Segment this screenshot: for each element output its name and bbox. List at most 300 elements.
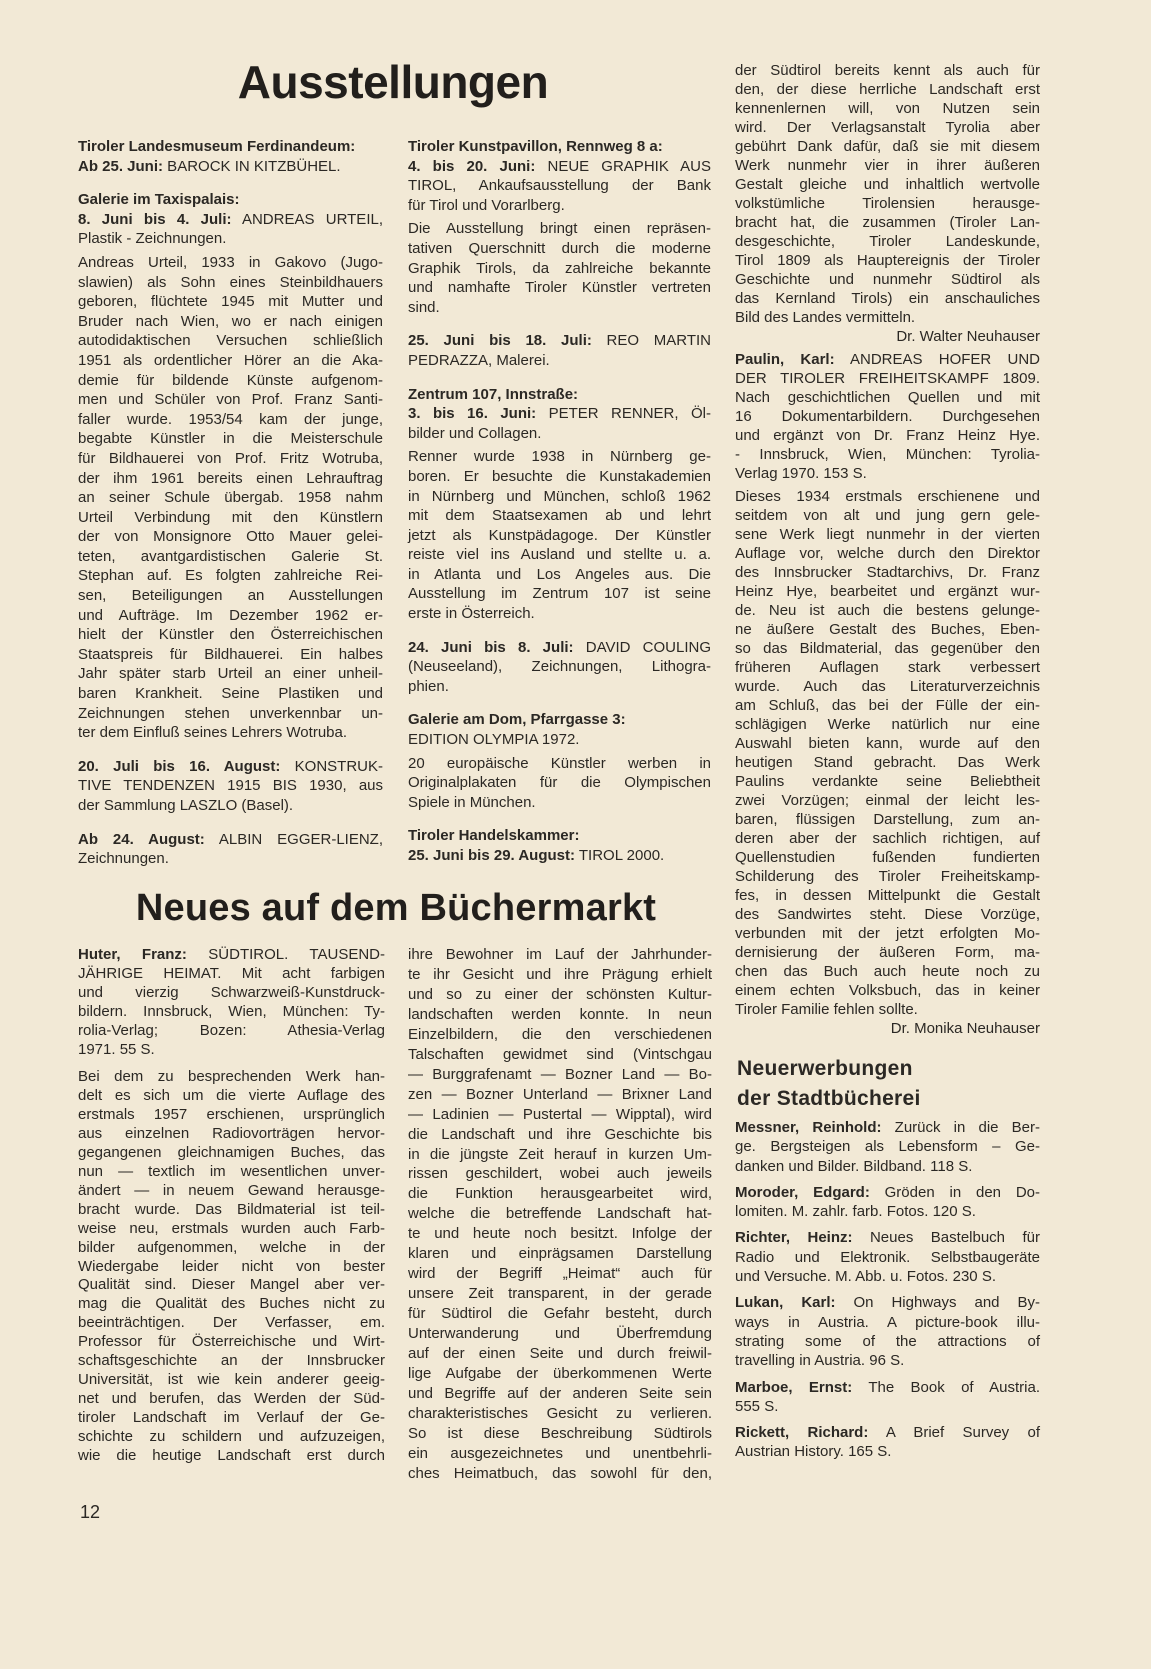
text-line [78, 1239, 385, 1258]
text: und vierzig Schwarzweiß-Kunstdruck- [78, 983, 385, 1001]
text-line [735, 1183, 1040, 1202]
text-line [735, 61, 1040, 80]
text-line [408, 545, 711, 565]
text-line [735, 943, 1040, 962]
text-line [735, 1137, 1040, 1156]
text-line [78, 429, 383, 449]
text-line [78, 253, 383, 273]
paragraph [735, 487, 1040, 1019]
text-line [78, 137, 383, 157]
text-block [408, 331, 711, 370]
text: jetzt als Kunstpädagoge. Der Künstler [408, 526, 711, 544]
bold-label: Zentrum 107, Innstraße: [408, 385, 579, 403]
bold-label: 20. Juli bis 16. August: [78, 757, 281, 775]
text: phien. [408, 677, 449, 695]
paragraph [408, 754, 711, 813]
text-block [408, 730, 711, 750]
text: (Neuseeland), Zeichnungen, Lithogra- [408, 658, 711, 676]
text-line [78, 371, 383, 391]
text-line [78, 488, 383, 508]
text-line [735, 791, 1040, 810]
text-block [78, 210, 383, 249]
text: erste in Österreich. [408, 605, 535, 623]
text: PETER RENNER, Öl- [536, 405, 711, 423]
text-line [735, 487, 1040, 506]
text-line [735, 848, 1040, 867]
text-line [408, 278, 711, 298]
text-line [408, 985, 712, 1005]
text-block [735, 1423, 1040, 1462]
bold-label: Huter, Franz: [78, 946, 187, 963]
text-line [735, 867, 1040, 886]
text: Jahr später starb Urteil an einer unheil- [78, 665, 383, 683]
text-line [78, 273, 383, 293]
text: das Kernland Tirols) ein anschauliches [735, 290, 1040, 307]
text: in die jüngste Zeit herauf in kurzen Um- [408, 1145, 712, 1163]
text: teten, avantgardistischen Galerie St. [78, 547, 383, 565]
text-line [408, 677, 711, 697]
text-block [408, 710, 711, 730]
text: — Burggrafenamt — Bozner Land — Bo- [408, 1065, 712, 1083]
text: TIVE TENDENZEN 1915 BIS 1930, aus [78, 777, 383, 795]
text-line [408, 424, 711, 444]
bold-label: Tiroler Handelskammer: [408, 827, 580, 845]
bold-label: Tiroler Landesmuseum Ferdinandeum: [78, 138, 356, 155]
text: ein ausgezeichnetes und unentbehrli- [408, 1444, 712, 1462]
exhibitions-column-1 [78, 137, 383, 869]
text: REO MARTIN [591, 332, 711, 350]
text: Unterwanderung und Überfremdung [408, 1325, 712, 1343]
text-line [408, 239, 711, 259]
text: Heinz Hye, bearbeitet und ergänzt wur- [735, 583, 1040, 600]
text: boren. Er besuchte die Kunstakademien [408, 467, 711, 485]
text: ge. Bergsteigen als Lebensform – Ge- [735, 1138, 1040, 1156]
text: TIROL 2000. [574, 847, 665, 864]
text: dernisierung der äußeren Form, ma- [735, 944, 1040, 961]
text-line [78, 1258, 385, 1277]
text-line [408, 965, 712, 985]
text-line [735, 601, 1040, 620]
text-block [408, 638, 711, 697]
section-title-book-market: Neues auf dem Büchermarkt [135, 887, 657, 929]
text-line [78, 469, 383, 489]
text: wurde. Auch das Literaturverzeichnis [735, 678, 1040, 695]
bold-label: Galerie im Taxispalais: [78, 191, 240, 209]
text: verbunden mit der jetzt erfolgten Mo- [735, 925, 1040, 942]
text: ne äußere Gestalt des Buches, Eben- [735, 621, 1040, 638]
text-block [78, 946, 385, 1059]
text-block [735, 1118, 1040, 1176]
text-line [78, 547, 383, 567]
text-block [408, 826, 711, 846]
text: Radio und Elektronik. Selbstbaugeräte [735, 1248, 1040, 1266]
text-line [735, 80, 1040, 99]
text: Dieses 1934 erstmals erschienene und [735, 488, 1040, 505]
text-line [78, 704, 383, 724]
text-line [78, 1125, 385, 1144]
text-line [78, 1295, 385, 1314]
bold-label: Ab 24. August: [78, 830, 205, 848]
text: BAROCK IN KITZBÜHEL. [163, 157, 341, 175]
text-line [408, 1125, 712, 1145]
text-line [408, 565, 711, 585]
text: desgeschichte, Tiroler Landeskunde, [735, 233, 1040, 250]
text: tiroler Landschaft im Verlauf der Ge- [78, 1408, 385, 1426]
text: Gestalt gleiche und inhaltlich wertvolle [735, 176, 1040, 193]
text-line [78, 1144, 385, 1163]
text-line [408, 1424, 712, 1444]
text-line [735, 506, 1040, 525]
text: schlägigen Werke natürlich nur eine [735, 716, 1040, 733]
text-line [78, 723, 383, 743]
text-block [735, 1378, 1040, 1417]
author-signature [735, 327, 1040, 346]
text-line [408, 1404, 712, 1424]
text: und Aufträge. Im Dezember 1962 er- [78, 606, 383, 624]
text-block [408, 404, 711, 443]
text-line [735, 886, 1040, 905]
text: und Begriffe auf der anderen Seite sein [408, 1384, 712, 1402]
text-line [735, 1118, 1040, 1137]
text-line [408, 1204, 712, 1224]
text: mit dem Staatsexamen ab und lehrt [408, 507, 711, 525]
text: te ihr Gesicht und ihre Prägung erhielt [408, 965, 712, 983]
text-line [408, 1324, 712, 1344]
text-line [408, 487, 711, 507]
text-line [735, 620, 1040, 639]
text-line [408, 219, 711, 239]
text: welche die betreffende Landschaft hat- [408, 1205, 712, 1223]
text: delt es sich um die vierte Auflage des [78, 1087, 385, 1105]
text-line [408, 826, 711, 846]
text-line [408, 506, 711, 526]
text: 1951 als ordentlicher Hörer an die Aka- [78, 351, 383, 369]
text: heutigen Stand gebracht. Das Werk [735, 754, 1040, 771]
text: bracht hat, die zusammen (Tiroler Lan- [735, 214, 1040, 231]
text: gebührt Dank dafür, daß sie mit diesem [735, 138, 1040, 155]
text: SÜDTIROL. TAUSEND- [186, 946, 385, 963]
text-line [78, 1352, 385, 1371]
text-line [408, 1284, 712, 1304]
text: Plastik - Zeichnungen. [78, 230, 227, 248]
text: sene Werk liegt nunmehr in der vierten [735, 526, 1040, 543]
text: mag die Qualität des Buches nicht zu [78, 1295, 385, 1313]
text: Geschichte und nunmehr Südtirol als [735, 271, 1040, 288]
text: 555 S. [735, 1397, 779, 1415]
bold-label: 8. Juni bis 4. Juli: [78, 210, 232, 228]
text: reiste viel ins Ausland und stellte u. a. [408, 546, 711, 564]
text: Verlag 1970. 153 S. [735, 465, 867, 482]
text: ihre Bewohner im Lauf der Jahrhunder- [408, 946, 712, 963]
text: On Highways and By- [835, 1294, 1040, 1312]
text-line [735, 445, 1040, 464]
text-block [408, 157, 711, 216]
text: Qualität sind. Dieser Mangel aber ver- [78, 1276, 385, 1294]
text: te und heute noch besitzt. Infolge der [408, 1225, 712, 1243]
text-block [735, 1228, 1040, 1286]
text-line [78, 190, 383, 210]
text-line [735, 905, 1040, 924]
text: Renner wurde 1938 in Nürnberg ge- [408, 448, 711, 466]
new-acquisitions-heading [737, 1054, 921, 1114]
text: Dr. Walter Neuhauser [896, 328, 1040, 345]
text: den, der diese herrliche Landschaft erst [735, 81, 1040, 98]
text: DAVID COULING [573, 638, 712, 656]
text: Einzelbildern, die den verschiedenen [408, 1025, 712, 1043]
text: volkstümliche Tirolensien herausge- [735, 195, 1040, 212]
text: ändert — in neuem Gewand herausge- [78, 1181, 385, 1199]
text-line [735, 962, 1040, 981]
text-line [408, 1045, 712, 1065]
text: The Book of Austria. [852, 1378, 1040, 1396]
text-block [735, 350, 1040, 483]
text: einem echten Volksbuch, das in keiner [735, 982, 1040, 999]
text-line [78, 1371, 385, 1390]
text-block [408, 945, 712, 1484]
text: charakteristisches Gesicht zu verlieren. [408, 1404, 712, 1422]
text-line [78, 508, 383, 528]
text: schichte zu schildern und aufzuzeigen, [78, 1427, 385, 1445]
text-line [78, 1041, 385, 1060]
text-line [78, 1182, 385, 1201]
text: Auswahl bieten kann, wurde auf den [735, 735, 1040, 752]
bold-label: Messner, Reinhold: [735, 1119, 882, 1136]
text-line [78, 210, 383, 230]
text-line [735, 715, 1040, 734]
text: zen — Bozner Unterland — Brixner Land [408, 1085, 712, 1103]
text-line [408, 404, 711, 424]
text-line [735, 118, 1040, 137]
text-line [735, 426, 1040, 445]
text: früheren Auflagen stark verbessert [735, 659, 1040, 676]
text-line [78, 1447, 385, 1466]
paragraph [408, 447, 711, 623]
text: deren aber der sachlich richtigen, auf [735, 830, 1040, 847]
text-line [408, 467, 711, 487]
text: Bruder nach Wien, wo er nach einigen [78, 312, 383, 330]
text-line [735, 1378, 1040, 1397]
page-number: 12 [80, 1502, 101, 1522]
text-line [78, 1087, 385, 1106]
paragraph [408, 219, 711, 317]
text: — Ladinien — Pustertal — Wipptal), wird [408, 1105, 712, 1123]
text-line [78, 229, 383, 249]
text: slawien) als Sohn eines Steinbildhauers [78, 273, 383, 291]
text: lige Aufgabe der überkommenen Werte [408, 1365, 712, 1383]
text: Talschaften gewidmet sind (Vintschgau [408, 1045, 712, 1063]
text: Austrian History. 165 S. [735, 1443, 892, 1461]
text: kennenlernen will, von Nutzen sein [735, 100, 1040, 117]
text: und ergänzt von Dr. Franz Heinz Hye. [735, 427, 1040, 444]
text-line [78, 645, 383, 665]
text-block [78, 157, 383, 177]
text: Paulins verdankte seine Beliebtheit [735, 773, 1040, 790]
text-line [735, 369, 1040, 388]
bold-label: Marboe, Ernst: [735, 1378, 853, 1396]
text: begabte Künstler in die Meisterschule [78, 430, 383, 448]
text-line [408, 1164, 712, 1184]
text-line [78, 1106, 385, 1125]
bold-label: Galerie am Dom, Pfarrgasse 3: [408, 711, 626, 729]
text-line [735, 1293, 1040, 1312]
heading-line: Neuerwerbungen [737, 1057, 913, 1080]
bold-label: 24. Juni bis 8. Juli: [408, 638, 574, 656]
text-line [735, 772, 1040, 791]
text: des Sandwirtes steht. Diese Vorzüge, [735, 906, 1040, 923]
text: Dr. Monika Neuhauser [890, 1020, 1040, 1037]
text: ALBIN EGGER-LIENZ, [204, 830, 383, 848]
text-line [735, 1228, 1040, 1247]
text-line [735, 544, 1040, 563]
text: für Südtirol die Gefahr besteht, durch [408, 1305, 712, 1323]
text: ANDREAS HOFER UND [834, 351, 1040, 368]
paragraph [78, 1068, 385, 1465]
text-line [78, 1022, 385, 1041]
text: DER TIROLER FREIHEITSKAMPF 1809. [735, 370, 1040, 387]
text: Zeichnungen. [78, 850, 169, 868]
text: Zurück in die Ber- [881, 1119, 1040, 1136]
text: Andreas Urteil, 1933 in Gakovo (Jugo- [78, 253, 383, 271]
text-block [408, 846, 711, 866]
text: so das Bildmaterial, das gegenüber den [735, 640, 1040, 657]
text: Zeichnungen stehen unverkennbar un- [78, 704, 383, 722]
text-line [408, 137, 711, 157]
text-line [78, 1390, 385, 1409]
text: erstmals 1957 erschienen, ursprünglich [78, 1106, 385, 1124]
text: seitdem von alt und jung gern gele- [735, 507, 1040, 524]
text-line [78, 606, 383, 626]
text-line [408, 754, 711, 774]
text: NEUE GRAPHIK AUS [535, 157, 711, 175]
text: faller wurde. 1953/54 kam der junge, [78, 410, 383, 428]
text: bilder aufgenommen, welche in der [78, 1238, 385, 1256]
text-line [78, 390, 383, 410]
text: Die Ausstellung bringt einen repräsen- [408, 220, 711, 238]
text-line [408, 1105, 712, 1125]
text: A Brief Survey of [868, 1424, 1040, 1442]
text-line [735, 582, 1040, 601]
text: autodidaktischen Versuchen schließlich [78, 332, 383, 350]
text-line [78, 1428, 385, 1447]
text-line [408, 793, 711, 813]
text-line [408, 351, 711, 371]
text: rissen geschildert, wobei auch jeweils [408, 1165, 712, 1183]
text-line [78, 946, 385, 965]
book-review-column-1 [78, 946, 385, 1465]
text-line [78, 1003, 385, 1022]
text-block [408, 137, 711, 157]
text: Ausstellung im Zentrum 107 ist seine [408, 585, 711, 603]
text-line [735, 1019, 1040, 1038]
text-line [735, 1313, 1040, 1332]
text: tativen Querschnitt durch die moderne [408, 239, 711, 257]
text-block [735, 61, 1040, 327]
text: ter dem Einfluß seines Lehrers Wotruba. [78, 724, 348, 742]
text-line [735, 388, 1040, 407]
text-line [735, 1267, 1040, 1286]
text-line [78, 684, 383, 704]
text: travelling in Austria. 96 S. [735, 1352, 905, 1370]
text: zwei Vorzügen; einmal der leicht les- [735, 792, 1040, 809]
text-line [78, 1068, 385, 1087]
text-line [78, 157, 383, 177]
text-block [735, 1183, 1040, 1222]
text-line [408, 846, 711, 866]
text-line [78, 1409, 385, 1428]
text: Nach geschichtlichen Quellen und mit [735, 389, 1040, 406]
text-line [408, 385, 711, 405]
text: wird. Der Verlagsanstalt Tyrolia aber [735, 119, 1040, 136]
text-line [408, 730, 711, 750]
text-block [78, 830, 383, 869]
text-line [78, 292, 383, 312]
text: Originalplakaten für die Olympischen [408, 774, 711, 792]
text-line [408, 1005, 712, 1025]
text-line [408, 1364, 712, 1384]
text-line [408, 638, 711, 658]
text: beeinträchtigen. Der Verfasser, em. [78, 1314, 385, 1332]
bold-label: Lukan, Karl: [735, 1294, 836, 1312]
paragraph [78, 253, 383, 743]
text-line [735, 829, 1040, 848]
text: landschaften werden konnte. In neun [408, 1005, 712, 1023]
text: wird der Begriff „Heimat“ auch für [408, 1265, 712, 1283]
text-line [78, 331, 383, 351]
text: am Schluß, das bei der Fülle der ein- [735, 697, 1040, 714]
exhibitions-column-2 [408, 137, 711, 866]
text-line [735, 677, 1040, 696]
text-line [408, 604, 711, 624]
text-line [78, 312, 383, 332]
text-line [78, 625, 383, 645]
text: Graphik Tirols, da zahlreiche bekannte [408, 259, 711, 277]
text-line [735, 734, 1040, 753]
text: der von Monsignore Otto Mauer gelei- [78, 528, 383, 546]
text: auf der einen Seite und durch freiwil- [408, 1345, 712, 1363]
text-line [78, 984, 385, 1003]
text: Werk nunmehr vier in ihrer äußeren [735, 157, 1040, 174]
text-line [408, 584, 711, 604]
text: der ihm 1961 bereits einen Lehrauftrag [78, 469, 383, 487]
text-line [735, 1248, 1040, 1267]
text-line [78, 1333, 385, 1352]
text: Stephan auf. Es folgten zahlreiche Rei- [78, 567, 383, 585]
text-line [735, 175, 1040, 194]
text: hielt der Künstler den Österreichischen [78, 626, 383, 644]
text: Tiroler Familie fehlen sollte. [735, 1001, 918, 1018]
text-line [78, 351, 383, 371]
text-line [735, 563, 1040, 582]
text: rolia-Verlag; Bozen: Athesia-Verlag [78, 1021, 385, 1039]
text-line [735, 99, 1040, 118]
text-line [78, 1314, 385, 1333]
text: ANDREAS URTEIL, [231, 210, 383, 228]
text: bracht wurde. Das Bildmaterial ist teil- [78, 1200, 385, 1218]
text: ways in Austria. A picture-book illu- [735, 1313, 1040, 1331]
text-line [78, 849, 383, 869]
text: Gröden in den Do- [869, 1183, 1040, 1201]
text: - Innsbruck, Wien, München: Tyrolia- [735, 446, 1040, 463]
bold-label: 3. bis 16. Juni: [408, 405, 537, 423]
text-line [408, 157, 711, 177]
text: Auflage vor, welche durch den Direktor [735, 545, 1040, 562]
text-line [78, 1201, 385, 1220]
text: wie die heutige Landschaft erst durch [78, 1446, 385, 1464]
text: KONSTRUK- [280, 757, 383, 775]
text-line [78, 1163, 385, 1182]
text: gegangenen gleichnamigen Buches, das [78, 1144, 385, 1162]
text-line [408, 447, 711, 467]
